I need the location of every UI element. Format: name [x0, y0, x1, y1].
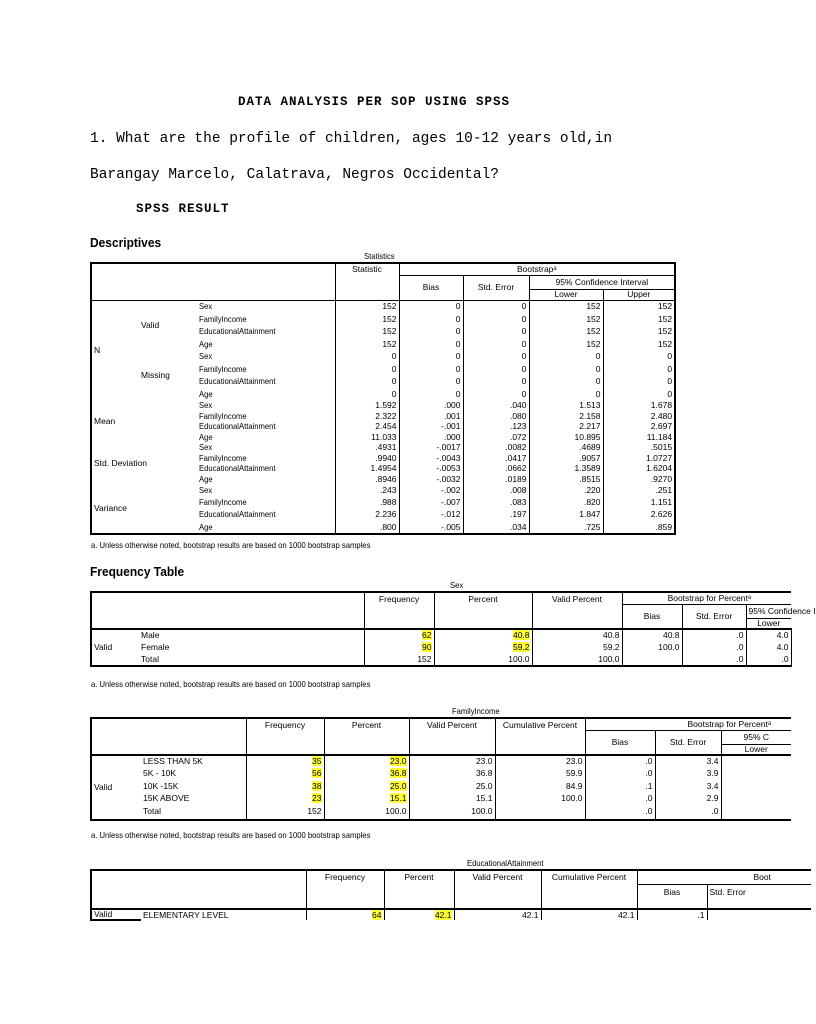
se-cell: 0 — [463, 375, 529, 388]
cumulative-percent-cell — [495, 805, 585, 820]
frequency-cell: 56 — [246, 767, 324, 780]
stat-cell: 152 — [335, 313, 399, 326]
cumulative-percent-cell: 100.0 — [622, 641, 682, 653]
upper-cell: 152 — [603, 300, 675, 313]
sex-table — [90, 591, 816, 667]
se-cell: .072 — [463, 432, 529, 443]
col-ci: 95% C — [721, 730, 791, 744]
upper-cell: 1.6204 — [603, 463, 675, 474]
descriptives-footnote: a. Unless otherwise noted, bootstrap results are based on 1000 bootstrap samples — [91, 540, 371, 550]
row-label-std-deviation: Std. Deviation — [91, 442, 197, 484]
col-percent: Percent — [324, 718, 409, 755]
bias-cell: .0 — [585, 767, 655, 780]
se-cell: .197 — [463, 508, 529, 521]
sex-footnote: a. Unless otherwise noted, bootstrap results are based on 1000 bootstrap samples — [91, 679, 371, 689]
var-label: Sex — [199, 351, 213, 361]
question-line-2: Barangay Marcelo, Calatrava, Negros Occidental? — [90, 167, 499, 183]
frequency-cell: 64 — [306, 909, 384, 920]
bias-cell: -.0017 — [399, 442, 463, 453]
valid-percent-cell: 23.0 — [409, 755, 495, 767]
col-valid-percent: Valid Percent — [454, 870, 541, 909]
descriptives-heading: Descriptives — [90, 235, 162, 250]
bias-cell: .001 — [399, 411, 463, 422]
col-statistic: Statistic — [335, 263, 399, 275]
valid-percent-cell: 36.8 — [409, 767, 495, 780]
stat-cell: 0 — [335, 375, 399, 388]
stat-cell: 0 — [335, 388, 399, 401]
se-cell: .0 — [655, 805, 721, 820]
percent-cell: 36.8 — [324, 767, 409, 780]
col-lower: Lower — [721, 744, 791, 755]
bias-cell: -.012 — [399, 508, 463, 521]
row-label-valid: Valid — [91, 909, 141, 920]
se-cell: .083 — [463, 496, 529, 509]
stat-cell: .988 — [335, 496, 399, 509]
col-ci: 95% Confidence Interval — [529, 275, 675, 289]
upper-cell: 1.678 — [603, 400, 675, 411]
cumulative-percent-cell: 59.9 — [495, 767, 585, 780]
valid-percent-cell: 100.0 — [532, 653, 622, 666]
education-table — [90, 869, 811, 921]
frequency-cell: 90 — [364, 641, 434, 653]
bias-cell: 0 — [399, 313, 463, 326]
frequency-cell: 152 — [246, 805, 324, 820]
bias-cell: .0 — [585, 805, 655, 820]
col-frequency: Frequency — [364, 592, 434, 629]
spss-result-label: SPSS RESULT — [136, 202, 230, 216]
percent-cell: 15.1 — [324, 792, 409, 805]
cumulative-percent-cell: 100.0 — [495, 792, 585, 805]
stat-cell: .243 — [335, 484, 399, 496]
col-bias: Bias — [585, 730, 655, 755]
var-label: EducationalAttainment — [199, 376, 276, 386]
valid-percent-cell: 100.0 — [409, 805, 495, 820]
col-valid-percent: Valid Percent — [409, 718, 495, 755]
bias-cell: .0 — [682, 641, 746, 653]
lower-cell: 0 — [529, 350, 603, 363]
lower-cell: .9057 — [529, 453, 603, 464]
se-cell: .0189 — [463, 474, 529, 485]
document-title: DATA ANALYSIS PER SOP USING SPSS — [238, 95, 511, 109]
question-line-1: 1. What are the profile of children, ages 10-12 years old,in — [90, 131, 613, 147]
stat-cell: .8946 — [335, 474, 399, 485]
upper-cell: 1.151 — [603, 496, 675, 509]
upper-cell: 2.626 — [603, 508, 675, 521]
bias-cell: 0 — [399, 338, 463, 351]
bias-cell: 0 — [399, 350, 463, 363]
category-label: 15K ABOVE — [143, 793, 190, 803]
header-corner — [91, 263, 335, 300]
frequency-cell: 23 — [246, 792, 324, 805]
upper-cell: 0 — [603, 375, 675, 388]
col-percent: Percent — [434, 592, 532, 629]
se-cell: .0082 — [463, 442, 529, 453]
se-cell: 3.9 — [655, 767, 721, 780]
stat-cell: 1.592 — [335, 400, 399, 411]
se-cell: 0 — [463, 300, 529, 313]
var-label: Age — [199, 388, 213, 399]
var-label: FamilyIncome — [199, 410, 247, 421]
cumulative-percent-cell: 40.8 — [622, 629, 682, 641]
se-cell: .0 — [746, 653, 791, 666]
var-label: Age — [199, 431, 213, 442]
col-ci: 95% Confidence I — [746, 604, 791, 618]
valid-percent-cell: 25.0 — [409, 780, 495, 793]
percent-cell: 59.2 — [434, 641, 532, 653]
se-cell: 0 — [463, 363, 529, 376]
row-label-valid: Valid — [91, 755, 141, 820]
lower-cell: 0 — [529, 388, 603, 401]
bias-cell: -.0032 — [399, 474, 463, 485]
upper-cell: .859 — [603, 521, 675, 535]
lower-cell: 1.513 — [529, 400, 603, 411]
valid-percent-cell: 40.8 — [532, 629, 622, 641]
col-bias: Bias — [637, 884, 707, 909]
lower-cell — [721, 792, 791, 805]
stat-cell: .800 — [335, 521, 399, 535]
col-bias: Bias — [399, 275, 463, 300]
category-label: Total — [141, 805, 246, 820]
category-label: Male — [139, 629, 364, 641]
col-percent: Percent — [384, 870, 454, 909]
lower-cell — [721, 780, 791, 793]
col-stderr: Std. Error — [682, 604, 746, 629]
category-label: Female — [141, 641, 170, 652]
income-footnote: a. Unless otherwise noted, bootstrap results are based on 1000 bootstrap samples — [91, 830, 371, 840]
stat-cell: .4931 — [335, 442, 399, 453]
lower-cell: .4689 — [529, 442, 603, 453]
bias-cell: .0 — [585, 792, 655, 805]
var-label: FamilyIncome — [199, 313, 247, 324]
category-label: Total — [139, 653, 364, 666]
col-stderr: Std. Error — [707, 884, 811, 909]
se-cell: .0417 — [463, 453, 529, 464]
var-label: EducationalAttainment — [199, 326, 276, 336]
lower-cell — [721, 805, 791, 820]
lower-cell: 152 — [529, 325, 603, 338]
upper-cell: 0 — [603, 388, 675, 401]
se-cell: 0 — [463, 338, 529, 351]
var-label: Age — [199, 338, 213, 349]
lower-cell: 1.3589 — [529, 463, 603, 474]
lower-cell — [721, 767, 791, 780]
col-stderr: Std. Error — [655, 730, 721, 755]
se-cell: 3.4 — [655, 755, 721, 767]
upper-cell: 152 — [603, 325, 675, 338]
sex-caption: Sex — [450, 580, 464, 590]
bias-cell: .000 — [399, 432, 463, 443]
bias-cell: -.002 — [399, 484, 463, 496]
bias-cell: .0 — [585, 755, 655, 767]
percent-cell: 100.0 — [324, 805, 409, 820]
lower-cell: 152 — [529, 338, 603, 351]
upper-cell: .9270 — [603, 474, 675, 485]
var-label: Sex — [199, 484, 213, 495]
bias-cell: .0 — [682, 629, 746, 641]
se-cell: .040 — [463, 400, 529, 411]
education-caption: EducationalAttainment — [467, 858, 544, 868]
lower-cell — [721, 755, 791, 767]
bias-cell: -.0053 — [399, 463, 463, 474]
col-frequency: Frequency — [246, 718, 324, 755]
bias-cell: .0 — [682, 653, 746, 666]
col-bias: Bias — [622, 604, 682, 629]
percent-cell: 23.0 — [324, 755, 409, 767]
se-cell: 0 — [463, 350, 529, 363]
frequency-cell: 152 — [364, 653, 434, 666]
stat-cell: 2.322 — [335, 411, 399, 422]
stat-cell: .9940 — [335, 453, 399, 464]
upper-cell: 2.480 — [603, 411, 675, 422]
var-label: Age — [199, 473, 213, 484]
upper-cell: 1.0727 — [603, 453, 675, 464]
upper-cell: 0 — [603, 350, 675, 363]
stat-cell: 1.4954 — [335, 463, 399, 474]
lower-cell: 2.217 — [529, 421, 603, 432]
se-cell: 4.0 — [746, 641, 791, 653]
upper-cell: 152 — [603, 338, 675, 351]
bias-cell: 0 — [399, 363, 463, 376]
valid-percent-cell: 59.2 — [532, 641, 622, 653]
percent-cell: 40.8 — [434, 629, 532, 641]
frequency-cell: 35 — [246, 755, 324, 767]
bias-cell: .1 — [585, 780, 655, 793]
category-label: 10K -15K — [143, 780, 179, 791]
stat-cell: 152 — [335, 325, 399, 338]
statistics-caption: Statistics — [364, 251, 395, 261]
lower-cell: .220 — [529, 484, 603, 496]
valid-percent-cell: 42.1 — [454, 909, 541, 920]
se-cell: .008 — [463, 484, 529, 496]
lower-cell: 0 — [529, 375, 603, 388]
row-label-valid: Valid — [91, 629, 139, 666]
se-cell: .034 — [463, 521, 529, 535]
bias-cell: -.007 — [399, 496, 463, 509]
var-label: Sex — [199, 400, 213, 410]
cumulative-percent-cell: 84.9 — [495, 780, 585, 793]
lower-cell: .820 — [529, 496, 603, 509]
var-label: Age — [197, 521, 335, 535]
cumulative-percent-cell: 42.1 — [541, 909, 637, 920]
lower-cell: .8515 — [529, 474, 603, 485]
col-stderr: Std. Error — [463, 275, 529, 300]
var-label: FamilyIncome — [199, 363, 247, 374]
lower-cell: 1.847 — [529, 508, 603, 521]
stat-cell: 2.236 — [335, 508, 399, 521]
lower-cell: 2.158 — [529, 411, 603, 422]
upper-cell: .251 — [603, 484, 675, 496]
stat-cell: 0 — [335, 363, 399, 376]
category-label: ELEMENTARY LEVEL — [141, 909, 306, 920]
frequency-table-heading: Frequency Table — [90, 564, 185, 579]
lower-cell: 0 — [529, 363, 603, 376]
col-frequency: Frequency — [306, 870, 384, 909]
var-label: FamilyIncome — [199, 496, 247, 507]
var-label: EducationalAttainment — [199, 509, 276, 519]
stat-cell: 2.454 — [335, 421, 399, 432]
upper-cell: 2.697 — [603, 421, 675, 432]
se-cell: .080 — [463, 411, 529, 422]
upper-cell: 152 — [603, 313, 675, 326]
col-bootstrap: Bootstrap for Percentᵃ — [622, 592, 791, 604]
var-label: EducationalAttainment — [199, 463, 276, 473]
col-bootstrap: Bootstrap for Percentᵃ — [585, 718, 791, 730]
cumulative-percent-cell — [622, 653, 682, 666]
se-cell: 3.4 — [655, 780, 721, 793]
se-cell: 0 — [463, 313, 529, 326]
col-bootstrap: Boot — [637, 870, 811, 884]
bias-cell: -.005 — [399, 521, 463, 535]
percent-cell: 25.0 — [324, 780, 409, 793]
col-upper: Upper — [603, 289, 675, 300]
col-valid-percent: Valid Percent — [532, 592, 622, 629]
category-label: 5K - 10K — [143, 768, 177, 778]
bias-cell: -.0043 — [399, 453, 463, 464]
var-label: FamilyIncome — [199, 452, 247, 463]
percent-cell: 100.0 — [434, 653, 532, 666]
bias-cell: .1 — [637, 909, 707, 920]
row-label-n: N — [91, 300, 139, 400]
se-cell: .0662 — [463, 463, 529, 474]
lower-cell: .725 — [529, 521, 603, 535]
income-table — [90, 717, 791, 821]
bias-cell: .000 — [399, 400, 463, 411]
se-cell: 0 — [463, 388, 529, 401]
bias-cell: 0 — [399, 375, 463, 388]
cumulative-percent-cell: 23.0 — [495, 755, 585, 767]
row-label-mean: Mean — [91, 400, 197, 442]
col-lower: Lower — [746, 618, 791, 629]
descriptives-table — [90, 262, 676, 535]
se-cell: 2.9 — [655, 792, 721, 805]
stat-cell: 152 — [335, 300, 399, 313]
lower-cell: 152 — [529, 300, 603, 313]
upper-cell: 11.184 — [603, 432, 675, 443]
col-cumulative-percent: Cumulative Percent — [495, 718, 585, 755]
category-label: LESS THAN 5K — [141, 755, 246, 767]
var-label: EducationalAttainment — [199, 421, 276, 431]
var-label: Sex — [199, 442, 213, 452]
lower-cell: 152 — [529, 313, 603, 326]
upper-cell: 0 — [603, 363, 675, 376]
col-bootstrap: Bootstrapᵃ — [399, 263, 675, 275]
percent-cell: 42.1 — [384, 909, 454, 920]
lower-cell: 10.895 — [529, 432, 603, 443]
valid-percent-cell: 15.1 — [409, 792, 495, 805]
se-cell: 0 — [463, 325, 529, 338]
row-label-missing: Missing — [141, 369, 170, 380]
bias-cell: 0 — [399, 325, 463, 338]
row-label-variance: Variance — [91, 484, 197, 534]
income-caption: FamilyIncome — [452, 706, 500, 716]
stat-cell: 11.033 — [335, 432, 399, 443]
bias-cell: -.001 — [399, 421, 463, 432]
se-cell: .123 — [463, 421, 529, 432]
bias-cell: 0 — [399, 300, 463, 313]
frequency-cell: 62 — [364, 629, 434, 641]
row-label-valid: Valid — [139, 300, 197, 350]
frequency-cell: 38 — [246, 780, 324, 793]
bias-cell: 0 — [399, 388, 463, 401]
stat-cell: 0 — [335, 350, 399, 363]
col-lower: Lower — [529, 289, 603, 300]
col-cumulative-percent: Cumulative Percent — [541, 870, 637, 909]
var-label: Sex — [197, 300, 335, 313]
se-cell: 4.0 — [746, 629, 791, 641]
upper-cell: .5015 — [603, 442, 675, 453]
stat-cell: 152 — [335, 338, 399, 351]
